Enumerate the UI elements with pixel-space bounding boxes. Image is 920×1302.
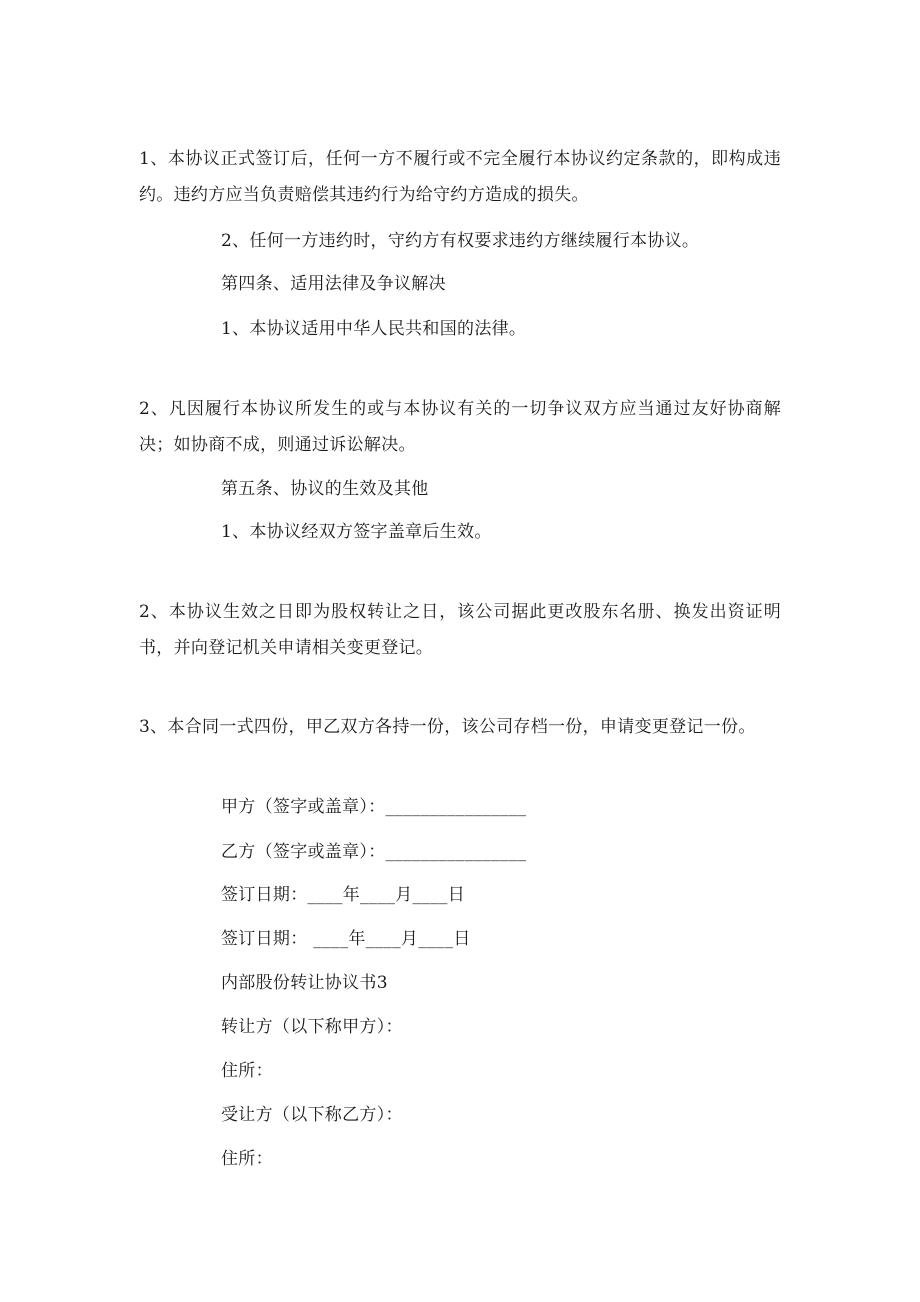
clause-dispute-resolution: 2、凡因履行本协议所发生的或与本协议有关的一切争议双方应当通过友好协商解决；如协商不成，则通过诉讼解决。 xyxy=(139,399,781,455)
signature-party-b: 乙方（签字或盖章）：________________ xyxy=(221,842,527,862)
clause-transfer-date: 2、本协议生效之日即为股权转让之日，该公司据此更改股东名册、换发出资证明书，并向登记机关申请相关变更登记。 xyxy=(139,602,781,658)
signing-date-1: 签订日期：____年____月____日 xyxy=(221,885,465,905)
transferor-line: 转让方（以下称甲方）： xyxy=(221,1017,403,1037)
transferor-address: 住所： xyxy=(221,1061,273,1081)
transferee-address: 住所： xyxy=(221,1149,273,1169)
clause-governing-law: 1、本协议适用中华人民共和国的法律。 xyxy=(221,319,527,339)
clause-breach-remedy: 2、任何一方违约时，守约方有权要求违约方继续履行本协议。 xyxy=(221,231,700,251)
clause-effective: 1、本协议经双方签字盖章后生效。 xyxy=(221,522,492,542)
signature-party-a: 甲方（签字或盖章）：________________ xyxy=(221,797,527,817)
signing-date-2: 签订日期： ____年____月____日 xyxy=(221,929,471,949)
clause-breach-paragraph: 1、本协议正式签订后，任何一方不履行或不完全履行本协议约定条款的，即构成违约。违约方应当负责赔偿其违约行为给守约方造成的损失。 xyxy=(139,149,781,205)
agreement-title-3: 内部股份转让协议书3 xyxy=(221,973,388,993)
article-four-heading: 第四条、适用法律及争议解决 xyxy=(221,274,446,294)
transferee-line: 受让方（以下称乙方）： xyxy=(221,1105,403,1125)
clause-copies: 3、本合同一式四份，甲乙双方各持一份，该公司存档一份，申请变更登记一份。 xyxy=(139,717,756,737)
article-five-heading: 第五条、协议的生效及其他 xyxy=(221,479,429,499)
